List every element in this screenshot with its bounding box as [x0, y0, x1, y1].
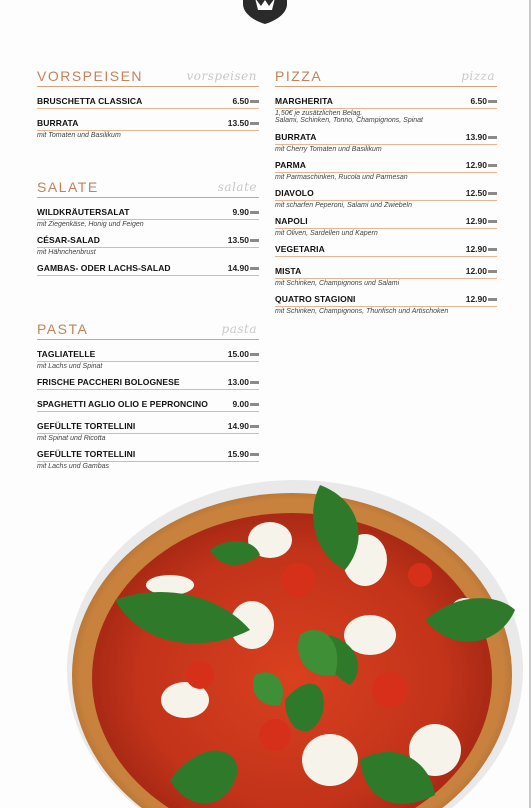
menu-item-price: 12.50: [466, 188, 497, 198]
menu-item-description: mit Parmaschinken, Rucola und Parmesan: [275, 174, 408, 181]
menu-item-name: GAMBAS- ODER LACHS-SALAD: [37, 263, 171, 273]
menu-item-description-line: 1,50€ je zusätzlichen Belag.: [275, 110, 363, 117]
menu-item-name: GEFÜLLTE TORTELLINI: [37, 449, 136, 459]
menu-item-name: BURRATA: [275, 132, 317, 142]
section-header: [37, 179, 259, 198]
section-title: PIZZA: [275, 68, 323, 84]
section-script-title: salate: [217, 180, 257, 194]
menu-item-price: 12.00: [466, 266, 497, 276]
menu-item-price: 13.90: [466, 132, 497, 142]
menu-item-price: 14.90: [228, 421, 259, 431]
menu-item-description: [275, 110, 423, 124]
menu-item-name: NAPOLI: [275, 216, 308, 226]
menu-item-description: mit Lachs und Gambas: [37, 463, 109, 470]
menu-item-description: mit Oliven, Sardellen und Kapern: [275, 230, 378, 237]
menu-item: [37, 374, 259, 390]
menu-item: [275, 213, 497, 237]
menu-item-description: mit Ziegenkäse, Honig und Feigen: [37, 221, 144, 228]
menu-item: [37, 446, 259, 470]
menu-item-description: mit Cherry Tomaten und Basilikum: [275, 146, 382, 153]
section-pasta: [37, 321, 259, 474]
menu-item-name: QUATRO STAGIONI: [275, 294, 356, 304]
menu-item-price: 9.90: [232, 207, 259, 217]
menu-item-description: mit Hähnchenbrust: [37, 249, 96, 256]
menu-item-name: BURRATA: [37, 118, 79, 128]
menu-item-price: 12.90: [466, 294, 497, 304]
menu-item-description: mit Tomaten und Basilikum: [37, 132, 121, 139]
menu-item-name: MISTA: [275, 266, 302, 276]
menu-item-price: 9.00: [232, 399, 259, 409]
section-header: [275, 68, 497, 87]
menu-item-price: 6.50: [470, 96, 497, 106]
menu-item: [275, 241, 497, 257]
shield-logo-icon: [241, 0, 289, 24]
menu-item: [37, 93, 259, 109]
menu-item-price: 13.50: [228, 118, 259, 128]
menu-item-name: FRISCHE PACCHERI BOLOGNESE: [37, 377, 180, 387]
menu-item-description: mit Lachs und Spinat: [37, 363, 103, 370]
menu-item: [37, 346, 259, 370]
menu-item-description: mit Spinat und Ricotta: [37, 435, 106, 442]
menu-item-name: CÉSAR-SALAD: [37, 235, 100, 245]
menu-item: [275, 129, 497, 153]
menu-item-name: WILDKRÄUTERSALAT: [37, 207, 130, 217]
menu-item-name: VEGETARIA: [275, 244, 325, 254]
menu-item-price: 6.50: [232, 96, 259, 106]
menu-item: [275, 291, 497, 315]
menu-item-price: 15.00: [228, 349, 259, 359]
menu-item-name: MARGHERITA: [275, 96, 333, 106]
menu-item-name: GEFÜLLTE TORTELLINI: [37, 421, 136, 431]
menu-item: [37, 204, 259, 228]
section-title: PASTA: [37, 321, 89, 337]
menu-item: [37, 396, 259, 412]
menu-item-description-line: Salami, Schinken, Tonno, Champignons, Spinat: [275, 117, 423, 124]
menu-item-name: SPAGHETTI AGLIO OLIO E PEPRONCINO: [37, 399, 208, 409]
section-salate: [37, 179, 259, 282]
menu-item-name: BRUSCHETTA CLASSICA: [37, 96, 143, 106]
menu-item-price: 12.90: [466, 160, 497, 170]
section-script-title: pizza: [461, 69, 495, 83]
pizza-photo: [60, 470, 531, 808]
menu-item-price: 14.90: [228, 263, 259, 273]
menu-item-name: DIAVOLO: [275, 188, 314, 198]
menu-item: [37, 418, 259, 442]
section-script-title: vorspeisen: [186, 69, 257, 83]
menu-item: [275, 93, 497, 124]
section-title: VORSPEISEN: [37, 68, 144, 84]
menu-item-price: 12.90: [466, 244, 497, 254]
menu-item: [275, 185, 497, 209]
menu-item-name: PARMA: [275, 160, 307, 170]
section-header: [37, 321, 259, 340]
menu-item-description: mit Schinken, Champignons, Thunfisch und Artischoken: [275, 308, 449, 315]
menu-item: [275, 157, 497, 181]
section-script-title: pasta: [221, 322, 257, 336]
section-title: SALATE: [37, 179, 99, 195]
menu-item-description: mit scharfen Peperoni, Salami und Zwiebeln: [275, 202, 412, 209]
menu-item-price: 13.00: [228, 377, 259, 387]
menu-item-price: 15.90: [228, 449, 259, 459]
menu-item-price: 12.90: [466, 216, 497, 226]
menu-item: [37, 232, 259, 256]
section-header: [37, 68, 259, 87]
menu-item: [275, 263, 497, 287]
section-pizza: [275, 68, 497, 319]
section-vorspeisen: [37, 68, 259, 143]
menu-item: [37, 115, 259, 139]
menu-item-price: 13.50: [228, 235, 259, 245]
menu-item-description: mit Schinken, Champignons und Salami: [275, 280, 400, 287]
menu-item: [37, 260, 259, 276]
menu-item-name: TAGLIATELLE: [37, 349, 96, 359]
